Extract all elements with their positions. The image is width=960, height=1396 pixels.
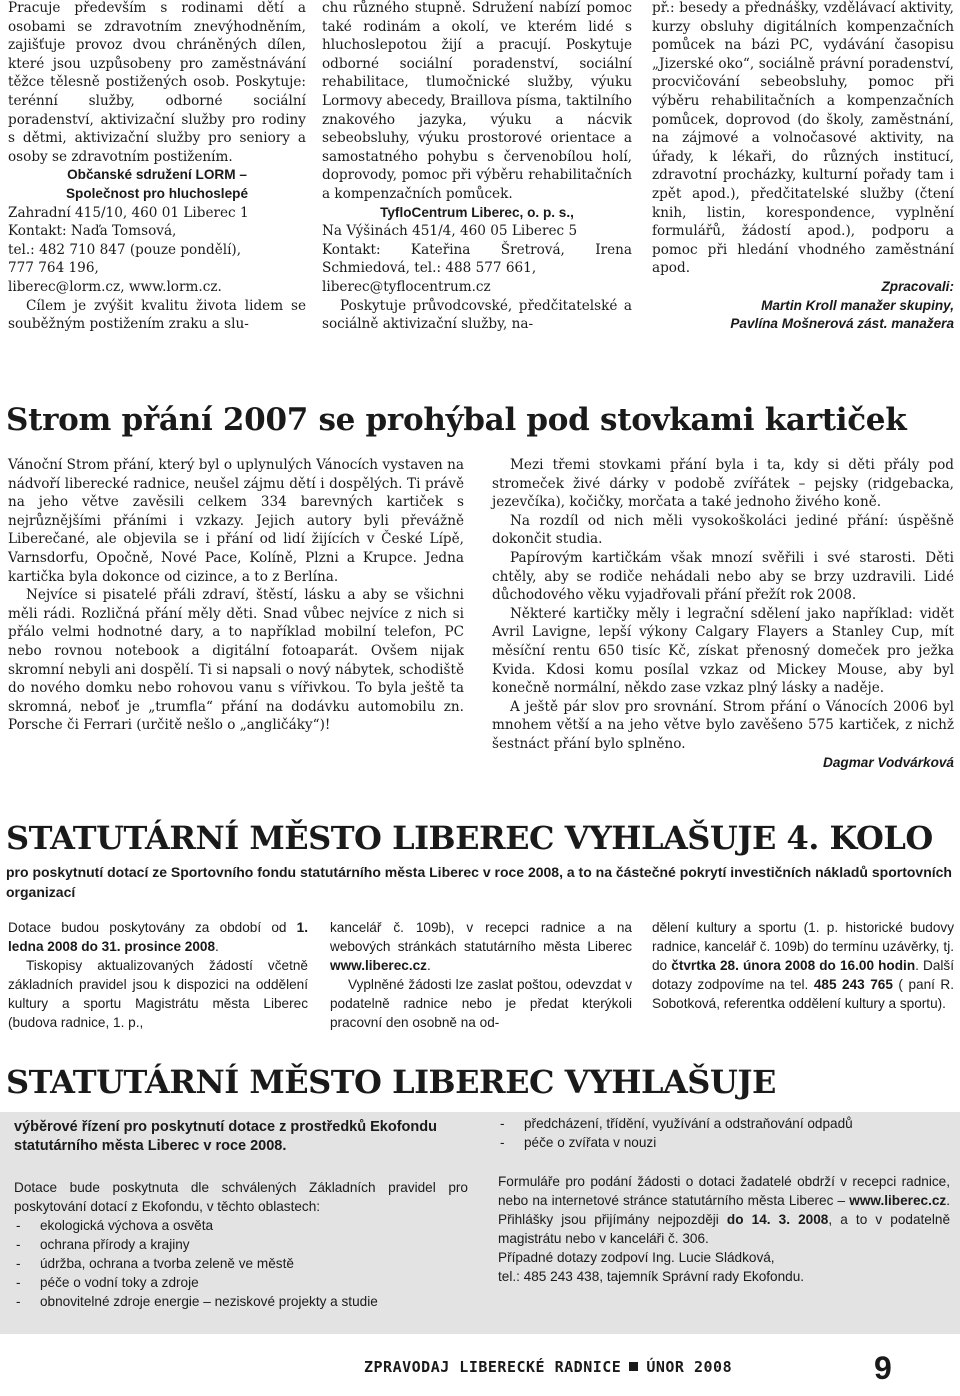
list-item: - péče o zvířata v nouzi (498, 1133, 950, 1152)
text: . (215, 939, 219, 954)
org-address: Zahradní 415/10, 460 01 Liberec 1 (8, 204, 249, 221)
list-item: - obnovitelné zdroje energie – neziskové projekty a studie (14, 1292, 468, 1311)
text: ( paní R. Sobotková, referentka oddělení kultury a sportu). (652, 977, 955, 1011)
eco-intro: výběrové řízení pro poskytnutí dotace z prostředků Ekofondu statutárního města Liberec v roce 2008. (14, 1119, 437, 1154)
phone-number: 485 243 765 (813, 977, 893, 992)
text: . Přihlášky jsou přijímány nejpozději (498, 1193, 950, 1227)
org-name: Občanské sdružení LORM – (67, 167, 247, 183)
date-range: 1. ledna 2008 do 31. prosince 2008 (8, 920, 309, 954)
text: Formuláře pro podání žádosti o dotaci žadatelé obdrží v recepci radnice, nebo na internetové stránce statutárního města Liberec – (498, 1174, 950, 1208)
paragraph: př.: besedy a přednášky, vzdělávací aktivity, kurzy obsluhy digitálních kompenzačních pomůcek na bázi PC, vydávání časopisu „Jizerské oko“, sociálně právní poradenství, procvičování sebeobsluhy, pomoc při výběru rehabilitačních a kompenzačních pomůcek, doprovod (do školy, zaměstnání, na zájmové a volnočasové aktivity, na úřady, k lékaři, do různých institucí, zdravotní procházky, kulturní pořady tam i zpět apod.), předčitatelské služby (čtení knih, listin, korespondence, vyplnění formulářů, žádostí apod.), podporu a pomoc při hledání vhodného zaměstnání apod. (652, 0, 954, 277)
org-name: Společnost pro hluchoslepé (65, 185, 249, 201)
eco-areas-list-continued (498, 1114, 950, 1152)
paragraph: Papírovým kartičkám však mnozí svěřili i své starosti. Děti chtěly, aby se rodiče nehádali nebo aby se brzy uzdravili. Lidé důchodového věku vyjadřovali přání přežít rok 2008. (492, 549, 954, 604)
author: Martin Kroll manažer skupiny, (761, 297, 954, 313)
org-email: liberec@tyflocentrum.cz (322, 278, 491, 295)
author: Dagmar Vodvárková (823, 754, 954, 770)
list-item: - předcházení, třídění, využívání a odstraňování odpadů (498, 1114, 950, 1133)
square-separator-icon (629, 1362, 638, 1371)
paragraph: Nejvíce si pisatelé přáli zdraví, štěstí, lásku a aby se všichni měli rádi. Rozličná přání měly děti. Snad vůbec nejvíce z nich si přálo velmi hodnotné dary, a to například mobilní telefon, PC nebo rovnou notebook a digitální fotoaparát. Ovšem nijak skromní nebyli ani dospělí. Ti si napsali o nový nábytek, schodiště do nového domku nebo rohovou vanu s vířivkou. To byla ještě ta skromná, neboť je „trumfla“ přání na dodávku automobilu zn. Porsche či Ferrari (určitě nešlo o „angličáky“)! (8, 587, 464, 734)
deadline: čtvrtka 28. února 2008 do 16.00 hodin (671, 958, 916, 973)
paragraph: Dotace bude poskytnuta dle schválených Základních pravidel pro poskytování dotací z Ekofondu, v těchto oblastech: (14, 1180, 468, 1214)
paragraph: Pracuje především s rodinami dětí a osobami se zdravotním znevýhodněním, zajišťuje provoz dvou chráněných dílen, které jsou uzpůsobeny pro zaměstnávání těžce tělesně postižených osob. Poskytuje: terénní služby, odborné sociální poradenství, aktivizační služby pro rodiny s dětmi, aktivizační služby pro seniory a osoby se zdravotním postižením. (8, 0, 306, 165)
top-column-1 (8, 0, 306, 334)
list-item: - ochrana přírody a krajiny (14, 1235, 468, 1254)
sport-column-3 (652, 918, 954, 1013)
headline-sport: STATUTÁRNÍ MĚSTO LIBEREC VYHLAŠUJE 4. KOLO (6, 819, 933, 857)
paragraph: chu různého stupně. Sdružení nabízí pomoc také rodinám a okolí, ve kterém lidé s hluchoslepotou žijí a pracují. Poskytuje odborné sociální poradenství, sociální rehabilitace, tlumočnické služby, výuku Lormovy abecedy, Braillova písma, taktilního znakového jazyka, výuku a nácvik sebeobsluhy, výuku prostorové orientace a samostatného pohybu s červenobílou holí, doprovody, pomoc při výběru rehabilitačních a kompenzačních pomůcek. (322, 0, 632, 202)
publication-name: ZPRAVODAJ LIBERECKÉ RADNICE (364, 1358, 622, 1376)
headline-eco: STATUTÁRNÍ MĚSTO LIBEREC VYHLAŠUJE (6, 1063, 776, 1101)
org-web: liberec@lorm.cz, www.lorm.cz. (8, 278, 222, 295)
eco-column-left (14, 1178, 468, 1311)
paragraph: Vánoční Strom přání, který byl o uplynulých Vánocích vystaven na nádvoří liberecké radnice, neušel zájmu dětí i dospělých. Ti právě na jeho větve zavěsili celkem 334 barevných kartiček s nejrůznějšími přáními i vzkazy. Jejich autory byli převážně Liberečané, ale objevila se i přání od lidí žijících v České Lípě, Varnsdorfu, Opočně, Nové Pace, Kolíně, Plzni a Krupce. Jedna kartička byla dokonce od cizince, a to z Berlína. (8, 457, 464, 585)
paragraph: Vyplněné žádosti lze zaslat poštou, odevzdat v podatelně radnice nebo je předat kterýkoli pracovní den osobně na od- (330, 977, 632, 1030)
top-column-2 (322, 0, 632, 334)
text: kancelář č. 109b), v recepci radnice a na webových stránkách statutárního města Liberec (330, 920, 632, 954)
org-contact: Kontakt: Kateřina Šretrová, Irena Schmiedová, tel.: 488 577 661, (322, 241, 632, 277)
web-link[interactable]: www.liberec.cz (849, 1193, 947, 1208)
tree-column-left (8, 456, 464, 735)
list-item: - údržba, ochrana a tvorba zeleně ve městě (14, 1254, 468, 1273)
paragraph: Některé kartičky měly i legrační sdělení jako například: vidět Avril Lavigne, lepší výkony Calgary Flayers a Stanley Cup, mít měsíční rentu 650 tisíc Kč, získat přenosný domeček pro ježka Kvida. Kdosi komu posílal vzkaz od Mickey Mouse, aby byl konečně normální, někdo zase vzkaz plný lásky a naděje. (492, 605, 954, 697)
eco-column-right (498, 1114, 950, 1286)
text: , a to v podatelně magistrátu nebo v kanceláři č. 306. (498, 1212, 951, 1246)
headline-tree: Strom přání 2007 se prohýbal pod stovkami kartiček (6, 402, 907, 438)
eco-box (0, 1112, 960, 1334)
eco-areas-list (14, 1216, 468, 1311)
contact-line: Případné dotazy zodpoví Ing. Lucie Sládková, (498, 1250, 775, 1265)
text: dělení kultury a sportu (1. p. historické budovy radnice, kancelář č. 109b) do termínu uzávěrky, tj. do (652, 920, 954, 973)
paragraph: Mezi třemi stovkami přání byla i ta, kdy si děti přály pod stromeček živé dárky v podobě zvířátek – pejsky (ridgebacka, jezevčíka), kočičky, morčata a také jednoho živého koně. (492, 457, 954, 511)
footer-title (364, 1358, 732, 1377)
org-contact: Kontakt: Naďa Tomsová, (8, 223, 177, 240)
org-name: TyfloCentrum Liberec, o. p. s., (380, 204, 574, 220)
tree-column-right (492, 456, 954, 772)
sport-column-2 (330, 918, 632, 1032)
paragraph: Tiskopisy aktualizovaných žádostí včetně základních pravidel jsou k dispozici na oddělení kultury a sportu Magistrátu města Liberec (budova radnice, 1. p., (8, 958, 308, 1030)
deadline: do 14. 3. 2008 (726, 1212, 829, 1227)
paragraph: Na rozdíl od nich měli vysokoškoláci jediné přání: úspěšně dokončit studia. (492, 512, 954, 548)
org-tel: tel.: 482 710 847 (pouze pondělí), (8, 241, 242, 258)
web-link[interactable]: www.liberec.cz (330, 958, 427, 973)
page-number: 9 (874, 1350, 892, 1386)
text: . (426, 958, 431, 973)
subheadline-sport: pro poskytnutí dotací ze Sportovního fondu statutárního města Liberec v roce 2008, a to na částečné pokrytí investičních nákladů sportovních organizací (6, 864, 952, 900)
text: . Další dotazy zodpovíme na tel. (652, 958, 954, 992)
org-address: Na Výšinách 451/4, 460 05 Liberec 5 (322, 223, 578, 240)
paragraph: A ještě pár slov pro srovnání. Strom přání o Vánocích 2006 byl mnohem větší a na jeho větve bylo zavěšeno 575 kartiček, z nichž šestnáct přání bylo splněno. (492, 698, 954, 752)
top-column-3 (652, 0, 954, 334)
paragraph: Cílem je zvýšit kvalitu života lidem se souběžným postižením zraku a slu- (8, 297, 306, 333)
issue-date: ÚNOR 2008 (646, 1358, 733, 1376)
text: Dotace budou poskytovány za období od (8, 920, 287, 935)
list-item: - ekologická výchova a osvěta (14, 1216, 468, 1235)
org-tel: 777 764 196, (8, 260, 99, 277)
paragraph: Poskytuje průvodcovské, předčitatelské a sociálně aktivizační služby, na- (322, 297, 632, 333)
list-item: - péče o vodní toky a zdroje (14, 1273, 468, 1292)
prepared-by-label: Zpracovali: (881, 278, 954, 294)
author: Pavlína Mošnerová zást. manažera (730, 316, 954, 332)
sport-column-1 (8, 918, 308, 1032)
page-footer (0, 1346, 960, 1396)
contact-line: tel.: 485 243 438, tajemník Správní rady Ekofondu. (498, 1269, 805, 1284)
